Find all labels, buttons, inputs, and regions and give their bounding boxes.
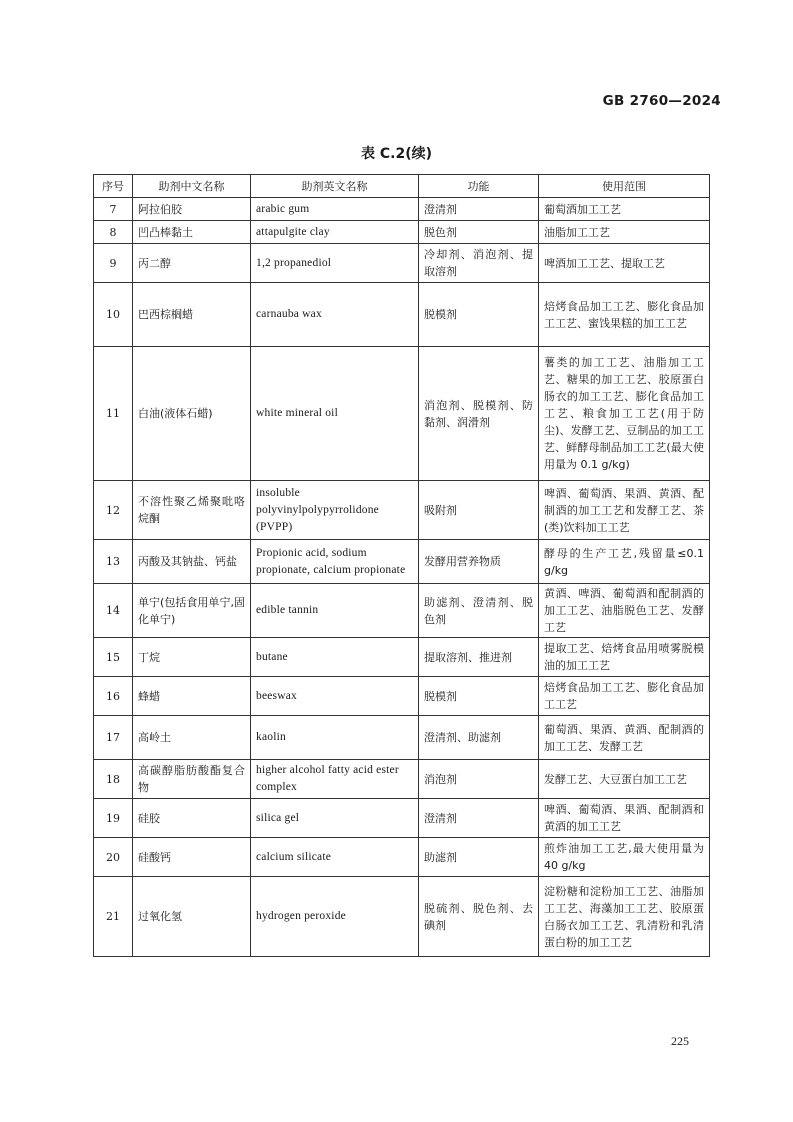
- additives-table: [93, 174, 710, 957]
- row-number-cell: 12: [94, 481, 133, 540]
- english-name-cell: carnauba wax: [251, 283, 419, 347]
- chinese-name-cell: 丙二醇: [133, 244, 251, 283]
- english-name-cell: beeswax: [251, 677, 419, 716]
- function-cell: 澄清剂、助滤剂: [419, 716, 539, 760]
- chinese-name-cell: 白油(液体石蜡): [133, 347, 251, 481]
- usage-scope-cell: 葡萄酒、果酒、黄酒、配制酒的加工工艺、发酵工艺: [539, 716, 710, 760]
- usage-scope-cell: 提取工艺、焙烤食品用喷雾脱模油的加工工艺: [539, 638, 710, 677]
- row-number-cell: 19: [94, 799, 133, 838]
- row-number-cell: 21: [94, 877, 133, 957]
- english-name-cell: Propionic acid, sodium propionate, calcium propionate: [251, 540, 419, 584]
- col-header-scope: 使用范围: [539, 175, 710, 198]
- row-number-cell: 7: [94, 198, 133, 221]
- chinese-name-cell: 阿拉伯胶: [133, 198, 251, 221]
- table-row: [94, 799, 710, 838]
- english-name-cell: 1,2 propanediol: [251, 244, 419, 283]
- usage-scope-cell: 焙烤食品加工工艺、膨化食品加工工艺、蜜饯果糕的加工工艺: [539, 283, 710, 347]
- function-cell: 澄清剂: [419, 799, 539, 838]
- usage-scope-cell: 葡萄酒加工工艺: [539, 198, 710, 221]
- english-name-cell: calcium silicate: [251, 838, 419, 877]
- row-number-cell: 10: [94, 283, 133, 347]
- english-name-cell: edible tannin: [251, 584, 419, 638]
- chinese-name-cell: 蜂蜡: [133, 677, 251, 716]
- table-row: [94, 584, 710, 638]
- english-name-cell: insoluble polyvinylpolypyrrolidone (PVPP): [251, 481, 419, 540]
- row-number-cell: 11: [94, 347, 133, 481]
- english-name-cell: attapulgite clay: [251, 221, 419, 244]
- usage-scope-cell: 酵母的生产工艺,残留量≤0.1 g/kg: [539, 540, 710, 584]
- usage-scope-cell: 油脂加工工艺: [539, 221, 710, 244]
- function-cell: 脱模剂: [419, 283, 539, 347]
- usage-scope-cell: 黄酒、啤酒、葡萄酒和配制酒的加工工艺、油脂脱色工艺、发酵工艺: [539, 584, 710, 638]
- col-header-english-name: 助剂英文名称: [251, 175, 419, 198]
- table-row: [94, 244, 710, 283]
- table-row: [94, 347, 710, 481]
- function-cell: 助滤剂、澄清剂、脱色剂: [419, 584, 539, 638]
- table-row: [94, 677, 710, 716]
- usage-scope-cell: 啤酒、葡萄酒、果酒、黄酒、配制酒的加工工艺和发酵工艺、茶(类)饮料加工工艺: [539, 481, 710, 540]
- table-row: [94, 540, 710, 584]
- page-number: 225: [671, 1034, 689, 1048]
- function-cell: 吸附剂: [419, 481, 539, 540]
- chinese-name-cell: 单宁(包括食用单宁,固化单宁): [133, 584, 251, 638]
- row-number-cell: 18: [94, 760, 133, 799]
- row-number-cell: 17: [94, 716, 133, 760]
- function-cell: 助滤剂: [419, 838, 539, 877]
- english-name-cell: hydrogen peroxide: [251, 877, 419, 957]
- row-number-cell: 14: [94, 584, 133, 638]
- chinese-name-cell: 过氧化氢: [133, 877, 251, 957]
- table-row: [94, 283, 710, 347]
- row-number-cell: 20: [94, 838, 133, 877]
- col-header-number: 序号: [94, 175, 133, 198]
- chinese-name-cell: 凹凸棒黏土: [133, 221, 251, 244]
- function-cell: 消泡剂: [419, 760, 539, 799]
- table-row: [94, 481, 710, 540]
- table-row: [94, 198, 710, 221]
- standard-number: GB 2760—2024: [602, 93, 721, 109]
- function-cell: 消泡剂、脱模剂、防黏剂、润滑剂: [419, 347, 539, 481]
- english-name-cell: silica gel: [251, 799, 419, 838]
- chinese-name-cell: 巴西棕榈蜡: [133, 283, 251, 347]
- row-number-cell: 13: [94, 540, 133, 584]
- row-number-cell: 8: [94, 221, 133, 244]
- chinese-name-cell: 高碳醇脂肪酸酯复合物: [133, 760, 251, 799]
- row-number-cell: 9: [94, 244, 133, 283]
- english-name-cell: kaolin: [251, 716, 419, 760]
- english-name-cell: butane: [251, 638, 419, 677]
- function-cell: 澄清剂: [419, 198, 539, 221]
- table-row: [94, 838, 710, 877]
- usage-scope-cell: 淀粉糖和淀粉加工工艺、油脂加工工艺、海藻加工工艺、胶原蛋白肠衣加工工艺、乳清粉和乳清蛋白粉的加工工艺: [539, 877, 710, 957]
- chinese-name-cell: 丁烷: [133, 638, 251, 677]
- usage-scope-cell: 啤酒加工工艺、提取工艺: [539, 244, 710, 283]
- chinese-name-cell: 硅酸钙: [133, 838, 251, 877]
- row-number-cell: 15: [94, 638, 133, 677]
- usage-scope-cell: 煎炸油加工工艺,最大使用量为 40 g/kg: [539, 838, 710, 877]
- chinese-name-cell: 不溶性聚乙烯聚吡咯烷酮: [133, 481, 251, 540]
- table-caption: 表 C.2(续): [360, 146, 432, 162]
- table-header-row: [94, 175, 710, 198]
- function-cell: 脱模剂: [419, 677, 539, 716]
- usage-scope-cell: 薯类的加工工艺、油脂加工工艺、糖果的加工工艺、胶原蛋白肠衣的加工工艺、膨化食品加工工艺、粮食加工工艺(用于防尘)、发酵工艺、豆制品的加工工艺、鲜酵母制品加工工艺(最大使用量为 0.1 g/kg): [539, 347, 710, 481]
- chinese-name-cell: 高岭土: [133, 716, 251, 760]
- function-cell: 脱硫剂、脱色剂、去碘剂: [419, 877, 539, 957]
- table-row: [94, 638, 710, 677]
- chinese-name-cell: 硅胶: [133, 799, 251, 838]
- function-cell: 脱色剂: [419, 221, 539, 244]
- table-row: [94, 221, 710, 244]
- table-row: [94, 716, 710, 760]
- usage-scope-cell: 发酵工艺、大豆蛋白加工工艺: [539, 760, 710, 799]
- function-cell: 冷却剂、消泡剂、提取溶剂: [419, 244, 539, 283]
- english-name-cell: white mineral oil: [251, 347, 419, 481]
- chinese-name-cell: 丙酸及其钠盐、钙盐: [133, 540, 251, 584]
- col-header-function: 功能: [419, 175, 539, 198]
- function-cell: 发酵用营养物质: [419, 540, 539, 584]
- table-row: [94, 877, 710, 957]
- function-cell: 提取溶剂、推进剂: [419, 638, 539, 677]
- english-name-cell: arabic gum: [251, 198, 419, 221]
- table-row: [94, 760, 710, 799]
- usage-scope-cell: 啤酒、葡萄酒、果酒、配制酒和黄酒的加工工艺: [539, 799, 710, 838]
- col-header-chinese-name: 助剂中文名称: [133, 175, 251, 198]
- row-number-cell: 16: [94, 677, 133, 716]
- english-name-cell: higher alcohol fatty acid ester complex: [251, 760, 419, 799]
- usage-scope-cell: 焙烤食品加工工艺、膨化食品加工工艺: [539, 677, 710, 716]
